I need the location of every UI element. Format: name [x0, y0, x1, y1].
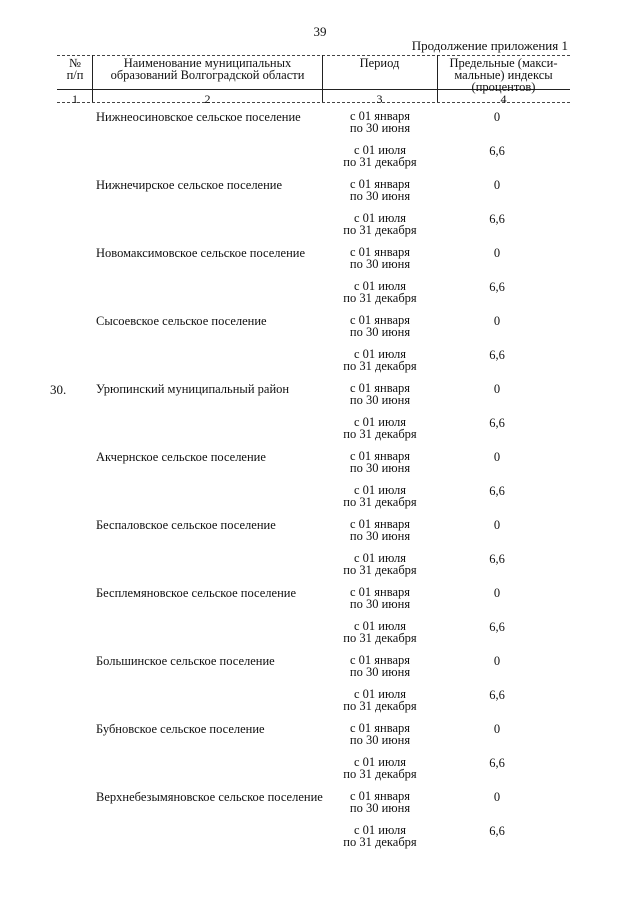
header-col-period: Период — [359, 56, 400, 70]
header-num-2: 2 — [204, 92, 211, 106]
period-first-half: с 01 января по 30 июня — [349, 721, 411, 747]
page-number: 39 — [313, 24, 327, 39]
table-row — [0, 314, 640, 382]
municipality-name: Сысоевское сельское поселение — [96, 314, 267, 328]
index-first-half: 0 — [493, 518, 501, 532]
header-num-4: 4 — [500, 92, 507, 106]
index-first-half: 0 — [493, 314, 501, 328]
municipality-name: Бубновское сельское поселение — [96, 722, 265, 736]
period-first-half: с 01 января по 30 июня — [349, 245, 411, 271]
municipality-name: Нижнечирское сельское поселение — [96, 178, 283, 192]
municipality-name: Беспаловское сельское поселение — [96, 518, 276, 532]
period-second-half: с 01 июля по 31 декабря — [343, 211, 417, 237]
table-row — [0, 518, 640, 586]
index-second-half: 6,6 — [489, 484, 505, 498]
index-first-half: 0 — [493, 110, 501, 124]
index-second-half: 6,6 — [489, 144, 505, 158]
period-second-half: с 01 июля по 31 декабря — [343, 347, 417, 373]
index-second-half: 6,6 — [489, 348, 505, 362]
municipality-name: Урюпинский муниципальный район — [96, 382, 290, 396]
period-second-half: с 01 июля по 31 декабря — [343, 755, 417, 781]
index-second-half: 6,6 — [489, 620, 505, 634]
index-second-half: 6,6 — [489, 552, 505, 566]
period-second-half: с 01 июля по 31 декабря — [343, 415, 417, 441]
header-col-index: Предельные (макси- мальные) индексы (процентов) — [449, 56, 558, 94]
header-num-1: 1 — [72, 92, 78, 106]
index-first-half: 0 — [493, 178, 501, 192]
continuation-label: Продолжение приложения 1 — [411, 38, 568, 53]
municipality-name: Бесплемяновское сельское поселение — [96, 586, 297, 600]
period-second-half: с 01 июля по 31 декабря — [343, 143, 417, 169]
municipality-name: Нижнеосиновское сельское поселение — [96, 110, 301, 124]
index-second-half: 6,6 — [489, 280, 505, 294]
index-second-half: 6,6 — [489, 212, 505, 226]
municipality-name: Новомаксимовское сельское поселение — [96, 246, 305, 260]
table-row — [0, 790, 640, 858]
index-first-half: 0 — [493, 382, 501, 396]
municipality-name: Акчернское сельское поселение — [96, 450, 266, 464]
index-first-half: 0 — [493, 722, 501, 736]
period-first-half: с 01 января по 30 июня — [349, 449, 411, 475]
index-second-half: 6,6 — [489, 688, 505, 702]
index-second-half: 6,6 — [489, 756, 505, 770]
period-first-half: с 01 января по 30 июня — [349, 653, 411, 679]
period-second-half: с 01 июля по 31 декабря — [343, 279, 417, 305]
index-second-half: 6,6 — [489, 416, 505, 430]
period-second-half: с 01 июля по 31 декабря — [343, 823, 417, 849]
period-second-half: с 01 июля по 31 декабря — [343, 551, 417, 577]
table-row — [0, 382, 640, 450]
table-body — [0, 110, 640, 858]
header-col-number: № п/п — [66, 56, 84, 82]
row-number: 30. — [50, 382, 67, 397]
header-num-3: 3 — [376, 92, 383, 106]
index-first-half: 0 — [493, 450, 501, 464]
period-second-half: с 01 июля по 31 декабря — [343, 687, 417, 713]
index-second-half: 6,6 — [489, 824, 505, 838]
index-first-half: 0 — [493, 654, 501, 668]
period-first-half: с 01 января по 30 июня — [349, 109, 411, 135]
table-row — [0, 654, 640, 722]
index-first-half: 0 — [493, 790, 501, 804]
index-first-half: 0 — [493, 586, 501, 600]
period-first-half: с 01 января по 30 июня — [349, 585, 411, 611]
index-first-half: 0 — [493, 246, 501, 260]
table-row — [0, 722, 640, 790]
period-first-half: с 01 января по 30 июня — [349, 313, 411, 339]
table-row — [0, 246, 640, 314]
period-first-half: с 01 января по 30 июня — [349, 381, 411, 407]
table-row — [0, 178, 640, 246]
table-row — [0, 450, 640, 518]
table-row — [0, 110, 640, 178]
municipality-name: Верхнебезымяновское сельское поселение — [96, 790, 323, 804]
table-row — [0, 586, 640, 654]
period-first-half: с 01 января по 30 июня — [349, 517, 411, 543]
period-second-half: с 01 июля по 31 декабря — [343, 483, 417, 509]
municipality-name: Большинское сельское поселение — [96, 654, 275, 668]
period-first-half: с 01 января по 30 июня — [349, 789, 411, 815]
period-second-half: с 01 июля по 31 декабря — [343, 619, 417, 645]
header-col-name: Наименование муниципальных образований Волгоградской области — [110, 56, 305, 82]
period-first-half: с 01 января по 30 июня — [349, 177, 411, 203]
